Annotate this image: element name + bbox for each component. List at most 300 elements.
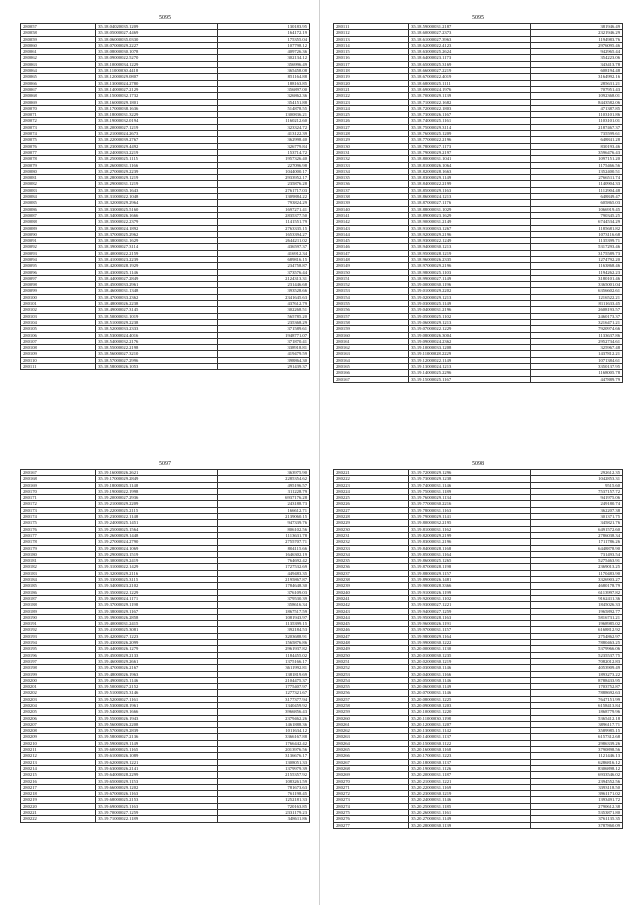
value-cell: 648849.47	[530, 194, 623, 200]
value-cell: 376109.03	[217, 589, 310, 595]
code-cell: 35.20.17000031.1223	[409, 753, 530, 759]
value-cell: 1309884.22	[217, 194, 310, 200]
value-cell: 2013976.56	[217, 747, 310, 753]
code-cell: 35.20.20000031.1187	[409, 772, 530, 778]
value-cell: 2124313.31	[217, 275, 310, 281]
code-cell: 35.19.35000022.1229	[96, 589, 217, 595]
row-id-cell: 280202	[21, 690, 96, 696]
value-cell: 301371.75	[530, 514, 623, 520]
row-id-cell: 280153	[334, 288, 409, 294]
code-cell: 35.19.22000025.2115	[96, 507, 217, 513]
code-cell: 35.18.18000031.3229	[96, 112, 217, 118]
code-cell: 35.19.53000028.1961	[96, 702, 217, 708]
value-cell: 7537157.72	[530, 488, 623, 494]
value-cell: 2187467.37	[530, 124, 623, 130]
value-cell: 2394552.56	[530, 778, 623, 784]
row-id-cell: 280238	[334, 577, 409, 583]
value-cell: 793824.29	[217, 200, 310, 206]
row-id-cell: 280198	[21, 665, 96, 671]
value-cell: 292612.35	[530, 470, 623, 476]
row-id-cell: 280245	[334, 621, 409, 627]
value-cell: 1352400.51	[530, 168, 623, 174]
value-cell: 1103101.01	[530, 118, 623, 124]
value-cell: 1393491.72	[530, 797, 623, 803]
row-id-cell: 280090	[21, 231, 96, 237]
value-cell: 735599.61	[530, 131, 623, 137]
value-cell: 4680178.79	[530, 583, 623, 589]
row-id-cell: 280250	[334, 652, 409, 658]
code-cell: 35.18.36000024.1892	[96, 225, 217, 231]
value-cell: 392184.53	[217, 627, 310, 633]
value-cell: 249180.74	[530, 501, 623, 507]
code-cell: 35.20.25000031.1185	[409, 803, 530, 809]
row-id-cell: 280213	[21, 759, 96, 765]
value-cell: 107798.12	[217, 42, 310, 48]
row-id-cell: 280086	[21, 206, 96, 212]
value-cell: 2104475.37	[217, 677, 310, 683]
code-cell: 35.20.16000030.1168	[409, 747, 530, 753]
value-cell: 5317293.46	[530, 244, 623, 250]
value-cell: 2952734.61	[530, 338, 623, 344]
code-cell: 35.20.14000031.1137	[409, 734, 530, 740]
value-cell: 2766511.74	[530, 175, 623, 181]
row-id-cell: 280203	[21, 696, 96, 702]
value-cell: 7082012.83	[530, 658, 623, 664]
value-cell: 1711786.26	[530, 539, 623, 545]
code-cell: 35.18.97000029.2196	[409, 263, 530, 269]
code-cell: 35.20.05000030.1146	[409, 677, 530, 683]
value-cell: 7920974.66	[530, 326, 623, 332]
row-id-cell: 280080	[21, 168, 96, 174]
row-id-cell: 280191	[21, 621, 96, 627]
row-id-cell: 280255	[334, 684, 409, 690]
value-cell: 9515.60	[530, 482, 623, 488]
code-cell: 35.19.64000028.2299	[96, 772, 217, 778]
row-id-cell: 280181	[21, 558, 96, 564]
value-cell: 354223.06	[530, 55, 623, 61]
value-cell: 1133637.86	[530, 332, 623, 338]
row-id-cell: 280192	[21, 627, 96, 633]
row-id-cell: 280110	[21, 357, 96, 363]
code-cell: 35.19.40000031.2415	[96, 621, 217, 627]
value-cell: 3350137.95	[530, 364, 623, 370]
row-id-cell: 280060	[21, 42, 96, 48]
code-cell: 35.18.37000025.2962	[96, 231, 217, 237]
code-cell: 35.18.71000022.1682	[409, 99, 530, 105]
row-id-cell: 280094	[21, 256, 96, 262]
row-id-cell: 280207	[21, 721, 96, 727]
code-cell: 35.19.86000025.1265	[409, 558, 530, 564]
value-cell: 942965.44	[530, 49, 623, 55]
row-id-cell: 280123	[334, 99, 409, 105]
row-id-cell: 280117	[334, 61, 409, 67]
code-cell: 35.18.44000027.2849	[96, 275, 217, 281]
code-cell: 35.19.97000031.1157	[409, 627, 530, 633]
value-cell: 356996.49	[217, 61, 310, 67]
code-cell: 35.18.67000022.4019	[409, 74, 530, 80]
value-cell: 3136676.17	[217, 753, 310, 759]
code-cell: 35.18.84000022.2199	[409, 181, 530, 187]
value-cell: 5365412.18	[530, 715, 623, 721]
code-cell: 35.19.04000031.2196	[409, 307, 530, 313]
code-cell: 35.20.21000031.1221	[409, 778, 530, 784]
value-cell: 790345.25	[530, 212, 623, 218]
value-cell: 3961171.02	[530, 791, 623, 797]
code-cell: 35.19.89000026.1481	[409, 577, 530, 583]
code-cell: 35.18.93000022.1249	[409, 238, 530, 244]
row-id-cell: 280126	[334, 118, 409, 124]
row-id-cell: 280101	[21, 301, 96, 307]
row-id-cell: 280131	[334, 149, 409, 155]
value-cell: 1766442.42	[217, 740, 310, 746]
code-cell: 35.19.87000028.1198	[409, 564, 530, 570]
value-cell: 3611992.81	[217, 665, 310, 671]
row-id-cell: 280111	[334, 24, 409, 30]
value-cell: 2321946.29	[530, 30, 623, 36]
value-cell: 6491572.60	[530, 526, 623, 532]
row-id-cell: 280234	[334, 551, 409, 557]
value-cell: 1697271.41	[217, 206, 310, 212]
value-cell: 6168812.92	[530, 627, 623, 633]
value-cell: 1375166.17	[217, 658, 310, 664]
value-cell: 3365001.04	[530, 282, 623, 288]
row-id-cell: 280136	[334, 181, 409, 187]
row-id-cell: 280193	[21, 633, 96, 639]
row-id-cell: 280158	[334, 319, 409, 325]
row-id-cell: 280142	[334, 219, 409, 225]
page-title: 5097	[159, 461, 171, 467]
data-table	[20, 469, 310, 823]
row-id-cell: 280232	[334, 539, 409, 545]
value-cell: 5816731.21	[530, 614, 623, 620]
value-cell: 1965892.77	[530, 608, 623, 614]
value-cell: 413122.39	[217, 131, 310, 137]
row-id-cell: 280109	[21, 351, 96, 357]
code-cell: 35.18.39000027.3114	[96, 244, 217, 250]
code-cell: 35.19.21000029.2209	[96, 501, 217, 507]
value-cell: 3180101.46	[530, 275, 623, 281]
value-cell: 436597.37	[217, 244, 310, 250]
data-table	[20, 23, 310, 370]
code-cell: 35.19.99000030.1222	[409, 640, 530, 646]
value-cell: 166612.71	[217, 507, 310, 513]
value-cell: 3596476.43	[530, 149, 623, 155]
code-cell: 35.19.08000026.3004	[409, 332, 530, 338]
value-cell: 381946.49	[530, 24, 623, 30]
code-cell: 35.18.89000023.1629	[409, 212, 530, 218]
value-cell: 2976095.46	[530, 42, 623, 48]
code-cell: 35.19.15000025.1167	[409, 376, 530, 382]
row-id-cell: 280223	[334, 482, 409, 488]
value-cell: 1194262.23	[530, 269, 623, 275]
code-cell: 35.19.98000029.1164	[409, 633, 530, 639]
code-cell: 35.18.32000029.2964	[96, 200, 217, 206]
code-cell: 35.19.85000031.1164	[409, 551, 530, 557]
code-cell: 35.18.74000025.1161	[409, 118, 530, 124]
row-id-cell: 280230	[334, 526, 409, 532]
value-cell: 419479.59	[217, 351, 310, 357]
value-cell: 1308051.33	[217, 759, 310, 765]
code-cell: 35.19.42000027.1223	[96, 633, 217, 639]
value-cell: 2379462.26	[217, 715, 310, 721]
row-id-cell: 280242	[334, 602, 409, 608]
row-id-cell: 280163	[334, 351, 409, 357]
row-id-cell: 280119	[334, 74, 409, 80]
value-cell: 6158413.84	[530, 702, 623, 708]
row-id-cell: 280068	[21, 93, 96, 99]
row-id-cell: 280105	[21, 326, 96, 332]
row-id-cell: 280274	[334, 803, 409, 809]
value-cell: 1968985.02	[530, 621, 623, 627]
row-id-cell: 280253	[334, 671, 409, 677]
table-row	[21, 364, 310, 370]
code-cell: 35.19.01000029.2202	[409, 288, 530, 294]
row-id-cell: 280111	[21, 364, 96, 370]
value-cell: 1948771.07	[217, 332, 310, 338]
row-id-cell: 280171	[21, 495, 96, 501]
code-cell: 35.18.88000031.1029	[409, 206, 530, 212]
row-id-cell: 280256	[334, 690, 409, 696]
value-cell: 941975.06	[530, 495, 623, 501]
value-cell: 379530.39	[217, 595, 310, 601]
row-id-cell: 280079	[21, 162, 96, 168]
page-title: 5095	[472, 15, 484, 21]
value-cell: 5235537.75	[530, 652, 623, 658]
row-id-cell: 280073	[21, 124, 96, 130]
row-id-cell: 280151	[334, 275, 409, 281]
code-cell: 35.19.32000029.2116	[96, 570, 217, 576]
code-cell: 35.18.82000028.1663	[409, 168, 530, 174]
code-cell: 35.19.58000027.2136	[96, 734, 217, 740]
code-cell: 35.19.39000026.2858	[96, 614, 217, 620]
code-cell: 35.19.25000025.1564	[96, 526, 217, 532]
code-cell: 35.19.83000031.2196	[409, 539, 530, 545]
row-id-cell: 280226	[334, 501, 409, 507]
row-id-cell: 280069	[21, 99, 96, 105]
code-cell: 35.19.73000029.1238	[409, 476, 530, 482]
row-id-cell: 280104	[21, 319, 96, 325]
value-cell: 365458.08	[217, 68, 310, 74]
row-id-cell: 280188	[21, 602, 96, 608]
code-cell: 35.18.45000033.2961	[96, 282, 217, 288]
code-cell: 35.19.26000029.1448	[96, 532, 217, 538]
code-cell: 35.19.95000028.1163	[409, 614, 530, 620]
value-cell: 1081943.97	[217, 614, 310, 620]
code-cell: 35.19.93000027.1221	[409, 602, 530, 608]
row-id-cell: 280241	[334, 595, 409, 601]
value-cell: 1957326.40	[217, 156, 310, 162]
code-cell: 35.18.53000024.4016	[96, 332, 217, 338]
code-cell: 35.19.68000025.2153	[96, 797, 217, 803]
value-cell: 362207.38	[530, 507, 623, 513]
code-cell: 35.20.11000030.1198	[409, 715, 530, 721]
row-id-cell: 280166	[334, 370, 409, 376]
code-cell: 35.19.78000031.1163	[409, 507, 530, 513]
value-cell: 2155357.92	[217, 772, 310, 778]
code-cell: 35.19.62000029.1221	[96, 759, 217, 765]
value-cell: 231446.68	[217, 282, 310, 288]
value-cell: 9162411.36	[530, 595, 623, 601]
row-id-cell: 280113	[334, 36, 409, 42]
row-id-cell: 280248	[334, 640, 409, 646]
row-id-cell: 280057	[21, 24, 96, 30]
value-cell: 3393118.50	[530, 784, 623, 790]
code-cell: 35.18.17000038.1636	[96, 105, 217, 111]
row-id-cell: 280133	[334, 162, 409, 168]
row-id-cell: 280228	[334, 514, 409, 520]
value-cell: 363975.90	[217, 470, 310, 476]
value-cell: 3589985.15	[530, 728, 623, 734]
value-cell: 1113631.78	[217, 532, 310, 538]
code-cell: 35.18.47000033.2362	[96, 294, 217, 300]
value-cell: 1073116.68	[530, 231, 623, 237]
value-cell: 3164992.16	[530, 74, 623, 80]
code-cell: 35.18.52000033.2333	[96, 326, 217, 332]
value-cell: 7647151.99	[530, 696, 623, 702]
row-id-cell: 280102	[21, 307, 96, 313]
code-cell: 35.18.07000029.2227	[96, 42, 217, 48]
row-id-cell: 280078	[21, 156, 96, 162]
code-cell: 35.19.33000025.3115	[96, 577, 217, 583]
value-cell: 3761135.35	[530, 816, 623, 822]
code-cell: 35.19.07000022.1229	[409, 326, 530, 332]
code-cell: 35.19.92000031.1102	[409, 595, 530, 601]
code-cell: 35.18.63000025.2624	[409, 49, 530, 55]
row-id-cell: 280185	[21, 583, 96, 589]
code-cell: 35.19.56000026.2208	[96, 721, 217, 727]
code-cell: 35.18.27000029.2239	[96, 168, 217, 174]
value-cell: 5275463.91	[530, 558, 623, 564]
value-cell: 495196.57	[217, 482, 310, 488]
code-cell: 35.18.10000034.1229	[96, 61, 217, 67]
row-id-cell: 280147	[334, 250, 409, 256]
code-cell: 35.19.59000029.1149	[96, 740, 217, 746]
value-cell: 175355.04	[217, 36, 310, 42]
row-id-cell: 280167	[21, 470, 96, 476]
code-cell: 35.20.27000031.1149	[409, 816, 530, 822]
value-cell: 8443582.06	[530, 99, 623, 105]
value-cell: 6933546.02	[530, 772, 623, 778]
code-cell: 35.18.80000031.1041	[409, 156, 530, 162]
code-cell: 35.18.73000026.1167	[409, 112, 530, 118]
row-id-cell: 280263	[334, 734, 409, 740]
code-cell: 35.19.24000025.1451	[96, 520, 217, 526]
code-cell: 35.20.07000031.1146	[409, 690, 530, 696]
row-id-cell: 280210	[21, 740, 96, 746]
row-id-cell: 280170	[21, 488, 96, 494]
code-cell: 35.19.52000027.1161	[96, 696, 217, 702]
value-cell: 1646302.19	[217, 551, 310, 557]
code-cell: 35.18.61000027.3963	[409, 36, 530, 42]
row-id-cell: 280077	[21, 149, 96, 155]
row-id-cell: 280215	[21, 772, 96, 778]
code-cell: 35.18.30000035.1643	[96, 187, 217, 193]
row-id-cell: 280093	[21, 250, 96, 256]
row-id-cell: 280180	[21, 551, 96, 557]
code-cell: 35.19.76000029.1134	[409, 495, 530, 501]
value-cell: 1252181.33	[217, 797, 310, 803]
code-cell: 35.18.16000029.1801	[96, 99, 217, 105]
value-cell: 1845026.33	[530, 602, 623, 608]
code-cell: 35.19.17000029.2849	[96, 476, 217, 482]
row-id-cell: 280229	[334, 520, 409, 526]
code-cell: 35.19.63000026.2141	[96, 765, 217, 771]
code-cell: 35.20.03000030.1146	[409, 665, 530, 671]
value-cell: 437612.79	[217, 301, 310, 307]
code-cell: 35.18.59000031.2187	[409, 24, 530, 30]
code-cell: 35.19.82000029.2199	[409, 532, 530, 538]
code-cell: 35.18.28000029.1219	[96, 175, 217, 181]
row-id-cell: 280247	[334, 633, 409, 639]
value-cell: 731493.54	[530, 551, 623, 557]
code-cell: 35.18.19000032.0194	[96, 118, 217, 124]
value-cell: 1071384.61	[530, 357, 623, 363]
value-cell: 830193.46	[530, 143, 623, 149]
row-id-cell: 280081	[21, 175, 96, 181]
value-cell: 6744534.29	[530, 219, 623, 225]
row-id-cell: 280103	[21, 313, 96, 319]
row-id-cell: 280182	[21, 564, 96, 570]
value-cell: 1135399.71	[530, 238, 623, 244]
code-cell: 35.20.01000030.1235	[409, 652, 530, 658]
code-cell: 35.19.46000029.2661	[96, 658, 217, 664]
code-cell: 35.18.58000026.1053	[96, 364, 217, 370]
code-cell: 35.19.50000027.2152	[96, 684, 217, 690]
code-cell: 35.19.81000031.1162	[409, 526, 530, 532]
row-id-cell: 280098	[21, 282, 96, 288]
value-cell: 6286816.12	[530, 759, 623, 765]
code-cell: 35.18.69000024.1976	[409, 86, 530, 92]
code-cell: 35.19.94000027.1259	[409, 608, 530, 614]
row-id-cell: 280252	[334, 665, 409, 671]
row-id-cell: 280135	[334, 175, 409, 181]
row-id-cell: 280190	[21, 614, 96, 620]
value-cell: 1184455.02	[217, 652, 310, 658]
value-cell: 2933952.17	[217, 175, 310, 181]
value-cell: 302268.51	[217, 307, 310, 313]
code-cell: 35.19.79000029.1141	[409, 514, 530, 520]
row-id-cell: 280200	[21, 677, 96, 683]
code-cell: 35.18.08000030.1078	[96, 49, 217, 55]
code-cell: 35.19.12000022.1149	[409, 357, 530, 363]
code-cell: 35.18.46000031.1348	[96, 288, 217, 294]
value-cell: 409726.36	[217, 49, 310, 55]
value-cell: 1300836.21	[217, 112, 310, 118]
row-id-cell: 280157	[334, 313, 409, 319]
code-cell: 35.18.95000028.1219	[409, 250, 530, 256]
value-cell: 6448878.90	[530, 545, 623, 551]
row-id-cell: 280271	[334, 784, 409, 790]
row-id-cell: 280174	[21, 514, 96, 520]
row-id-cell: 280222	[334, 476, 409, 482]
code-cell: 35.18.05000027.4469	[96, 30, 217, 36]
code-cell: 35.19.51000025.3146	[96, 690, 217, 696]
code-cell: 35.18.60000027.2373	[409, 30, 530, 36]
code-cell: 35.18.25000025.1115	[96, 156, 217, 162]
value-cell: 4053909.49	[530, 665, 623, 671]
value-cell: 471387.85	[530, 105, 623, 111]
code-cell: 35.18.83000029.1149	[409, 175, 530, 181]
row-id-cell: 280084	[21, 194, 96, 200]
row-id-cell: 280222	[21, 816, 96, 822]
code-cell: 35.18.65000025.3169	[409, 61, 530, 67]
code-cell: 35.19.29000023.1519	[96, 551, 217, 557]
row-id-cell: 280124	[334, 105, 409, 111]
row-id-cell: 280115	[334, 49, 409, 55]
row-id-cell: 280160	[334, 332, 409, 338]
value-cell: 130183.95	[217, 24, 310, 30]
value-cell: 806102.56	[217, 526, 310, 532]
